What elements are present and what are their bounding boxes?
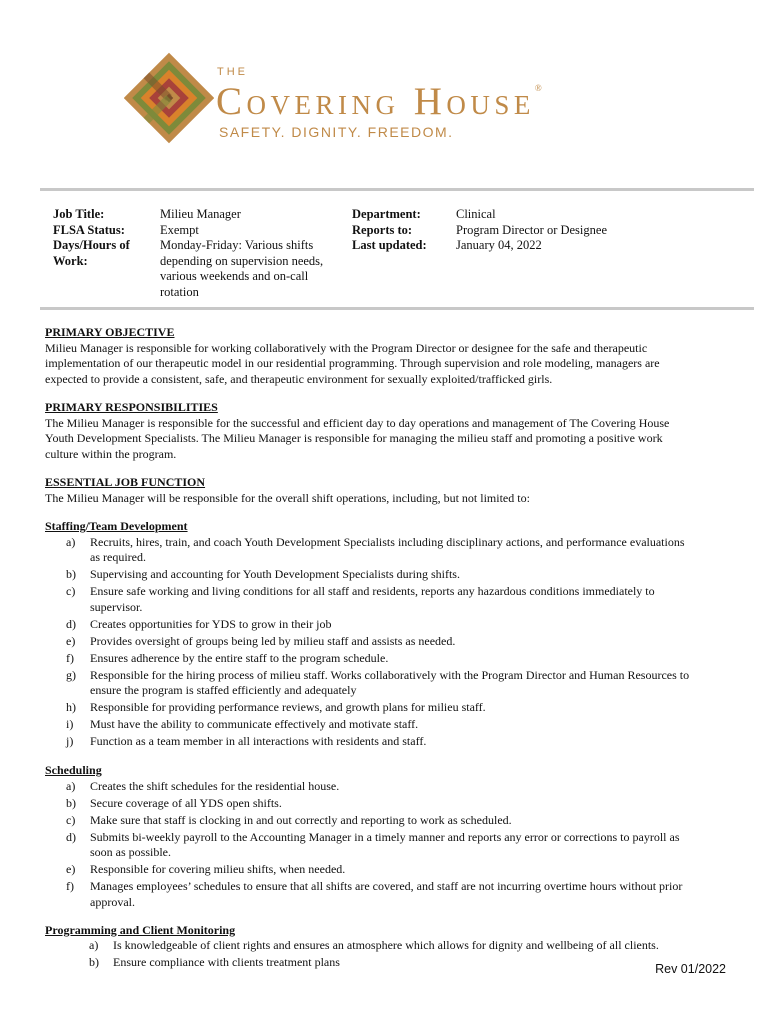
programming-section <box>45 923 735 971</box>
paragraph-line: The Milieu Manager is responsible for the successful and efficient day to day operations and management of The Covering House <box>45 415 670 430</box>
last-updated-value: January 04, 2022 <box>456 238 542 252</box>
logo-name: Covering House® <box>216 80 542 123</box>
list-item-line: Responsible for covering milieu shifts, when needed. <box>90 862 346 876</box>
section-title: PRIMARY RESPONSIBILITIES <box>45 400 218 414</box>
logo-the: THE <box>217 66 248 78</box>
list-marker: g) <box>66 667 76 682</box>
list-item-line: ensure the program is staffed efficiently and adequately <box>90 683 357 697</box>
list-marker: f) <box>66 879 74 893</box>
reports-to-label: Reports to: <box>352 222 413 237</box>
list-item-line: Recruits, hires, train, and coach Youth Development Specialists including disciplinary actions, and performance evaluations <box>90 534 685 549</box>
list-item-line: soon as possible. <box>90 845 171 859</box>
programming-list <box>45 938 735 971</box>
list-marker: c) <box>66 584 76 598</box>
reports-to-value: Program Director or Designee <box>456 222 607 237</box>
list-item-line: Ensures adherence by the entire staff to the program schedule. <box>90 650 389 665</box>
list-item <box>45 717 735 733</box>
list-marker: h) <box>66 700 76 714</box>
list-marker: e) <box>66 633 76 648</box>
list-marker: a) <box>66 778 76 793</box>
list-item-line: Function as a team member in all interactions with residents and staff. <box>90 734 427 748</box>
flsa-status-value: Exempt <box>160 222 199 237</box>
list-item <box>45 535 735 566</box>
right-labels <box>352 207 427 254</box>
list-item-line: Secure coverage of all YDS open shifts. <box>90 795 282 810</box>
list-item-line: Provides oversight of groups being led by milieu staff and assists as needed. <box>90 633 456 648</box>
right-values <box>456 207 607 254</box>
list-marker: c) <box>66 812 76 827</box>
logo-tagline: SAFETY. DIGNITY. FREEDOM. <box>219 124 454 140</box>
paragraph-line: implementation of our therapeutic model in our residential programming. Through supervision and role modeling, managers are <box>45 356 660 370</box>
staffing-list <box>45 535 735 750</box>
revision-footer: Rev 01/2022 <box>655 962 726 976</box>
list-item <box>45 700 735 716</box>
paragraph-line: Milieu Manager is responsible for working collaboratively with the Program Director or designee for the safe and therapeutic <box>45 340 648 355</box>
list-marker: b) <box>66 567 76 581</box>
list-marker: e) <box>66 862 76 876</box>
subsection-title: Staffing/Team Development <box>45 519 188 533</box>
scheduling-list <box>45 779 735 911</box>
subsection-title: Scheduling <box>45 763 102 777</box>
list-marker: d) <box>66 829 76 844</box>
bottom-divider <box>40 307 754 310</box>
essential-job-function-section <box>45 475 735 506</box>
list-marker: a) <box>89 938 99 952</box>
list-item-line: Ensure compliance with clients treatment plans <box>113 955 340 969</box>
department-value: Clinical <box>456 207 496 221</box>
list-item <box>45 651 735 667</box>
days-hours-value-2: depending on supervision needs, <box>160 253 324 268</box>
days-hours-value-4: rotation <box>160 284 199 299</box>
work-label: Work: <box>53 253 88 268</box>
paragraph-line: expected to provide a consistent, safe, and therapeutic environment for sexually exploited/trafficked girls. <box>45 371 553 386</box>
paragraph-line: culture within the program. <box>45 446 177 461</box>
list-marker: d) <box>66 616 76 631</box>
paragraph-line: The Milieu Manager will be responsible for the overall shift operations, including, but not limited to: <box>45 490 530 505</box>
covering-house-logo <box>124 44 654 156</box>
staffing-section <box>45 519 735 750</box>
days-hours-value-3: various weekends and on-call <box>160 269 309 283</box>
list-item-line: as required. <box>90 550 146 564</box>
list-marker: j) <box>66 734 74 748</box>
list-item-line: Submits bi-weekly payroll to the Accounting Manager in a timely manner and reports any error or corrections to payroll as <box>90 829 680 844</box>
list-marker: f) <box>66 650 74 665</box>
days-hours-value: Monday-Friday: Various shifts <box>160 238 314 252</box>
section-title: PRIMARY OBJECTIVE <box>45 325 175 339</box>
primary-responsibilities-section <box>45 400 735 462</box>
list-item <box>45 668 735 699</box>
section-title: ESSENTIAL JOB FUNCTION <box>45 475 206 489</box>
list-item-line: Supervising and accounting for Youth Development Specialists during shifts. <box>90 567 460 581</box>
list-marker: b) <box>66 795 76 810</box>
scheduling-section <box>45 763 735 910</box>
list-item <box>45 567 735 583</box>
list-item <box>45 634 735 650</box>
top-divider <box>40 188 754 191</box>
flsa-status-label: FLSA Status: <box>53 222 125 237</box>
list-item-line: Must have the ability to communicate effectively and motivate staff. <box>90 717 419 731</box>
list-item <box>45 584 735 615</box>
list-item <box>45 796 735 812</box>
list-marker: b) <box>89 955 99 969</box>
list-marker: a) <box>66 534 76 549</box>
list-item-line: Manages employees’ schedules to ensure that all shifts are covered, and staff are not incurring overtime hours without prior <box>90 879 683 893</box>
document-body <box>45 325 735 972</box>
list-item-line: Ensure safe working and living conditions for all staff and residents, reports any hazardous conditions immediately to <box>90 584 655 598</box>
list-item <box>45 617 735 633</box>
list-marker: i) <box>66 717 74 731</box>
list-item-line: Creates the shift schedules for the residential house. <box>90 778 340 793</box>
list-item <box>45 813 735 829</box>
primary-objective-section <box>45 325 735 387</box>
list-item-line: Creates opportunities for YDS to grow in their job <box>90 616 332 631</box>
list-item <box>45 879 735 910</box>
list-item-line: approval. <box>90 894 135 909</box>
list-item-line: Make sure that staff is clocking in and out correctly and reporting to work as scheduled. <box>90 812 512 827</box>
last-updated-label: Last updated: <box>352 238 427 252</box>
list-item <box>45 830 735 861</box>
list-item <box>45 955 735 971</box>
list-item <box>45 938 735 954</box>
logo-mark-icon <box>124 48 214 148</box>
list-item-line: Responsible for providing performance reviews, and growth plans for milieu staff. <box>90 700 486 714</box>
paragraph-line: Youth Development Specialists. The Milieu Manager is responsible for managing the milieu staff and promoting a positive work <box>45 431 663 445</box>
subsection-title: Programming and Client Monitoring <box>45 922 236 937</box>
job-title-label: Job Title: <box>53 207 105 221</box>
list-item <box>45 779 735 795</box>
list-item-line: Is knowledgeable of client rights and ensures an atmosphere which allows for dignity and wellbeing of all clients. <box>113 938 659 952</box>
list-item-line: supervisor. <box>90 599 143 614</box>
left-labels <box>53 207 130 269</box>
list-item <box>45 734 735 750</box>
days-hours-label: Days/Hours of <box>53 238 130 252</box>
left-values <box>160 207 323 300</box>
job-title-value: Milieu Manager <box>160 207 241 221</box>
list-item <box>45 862 735 878</box>
list-item-line: Responsible for the hiring process of milieu staff. Works collaboratively with the Program Director and Human Resources to <box>90 667 690 682</box>
department-label: Department: <box>352 207 421 221</box>
